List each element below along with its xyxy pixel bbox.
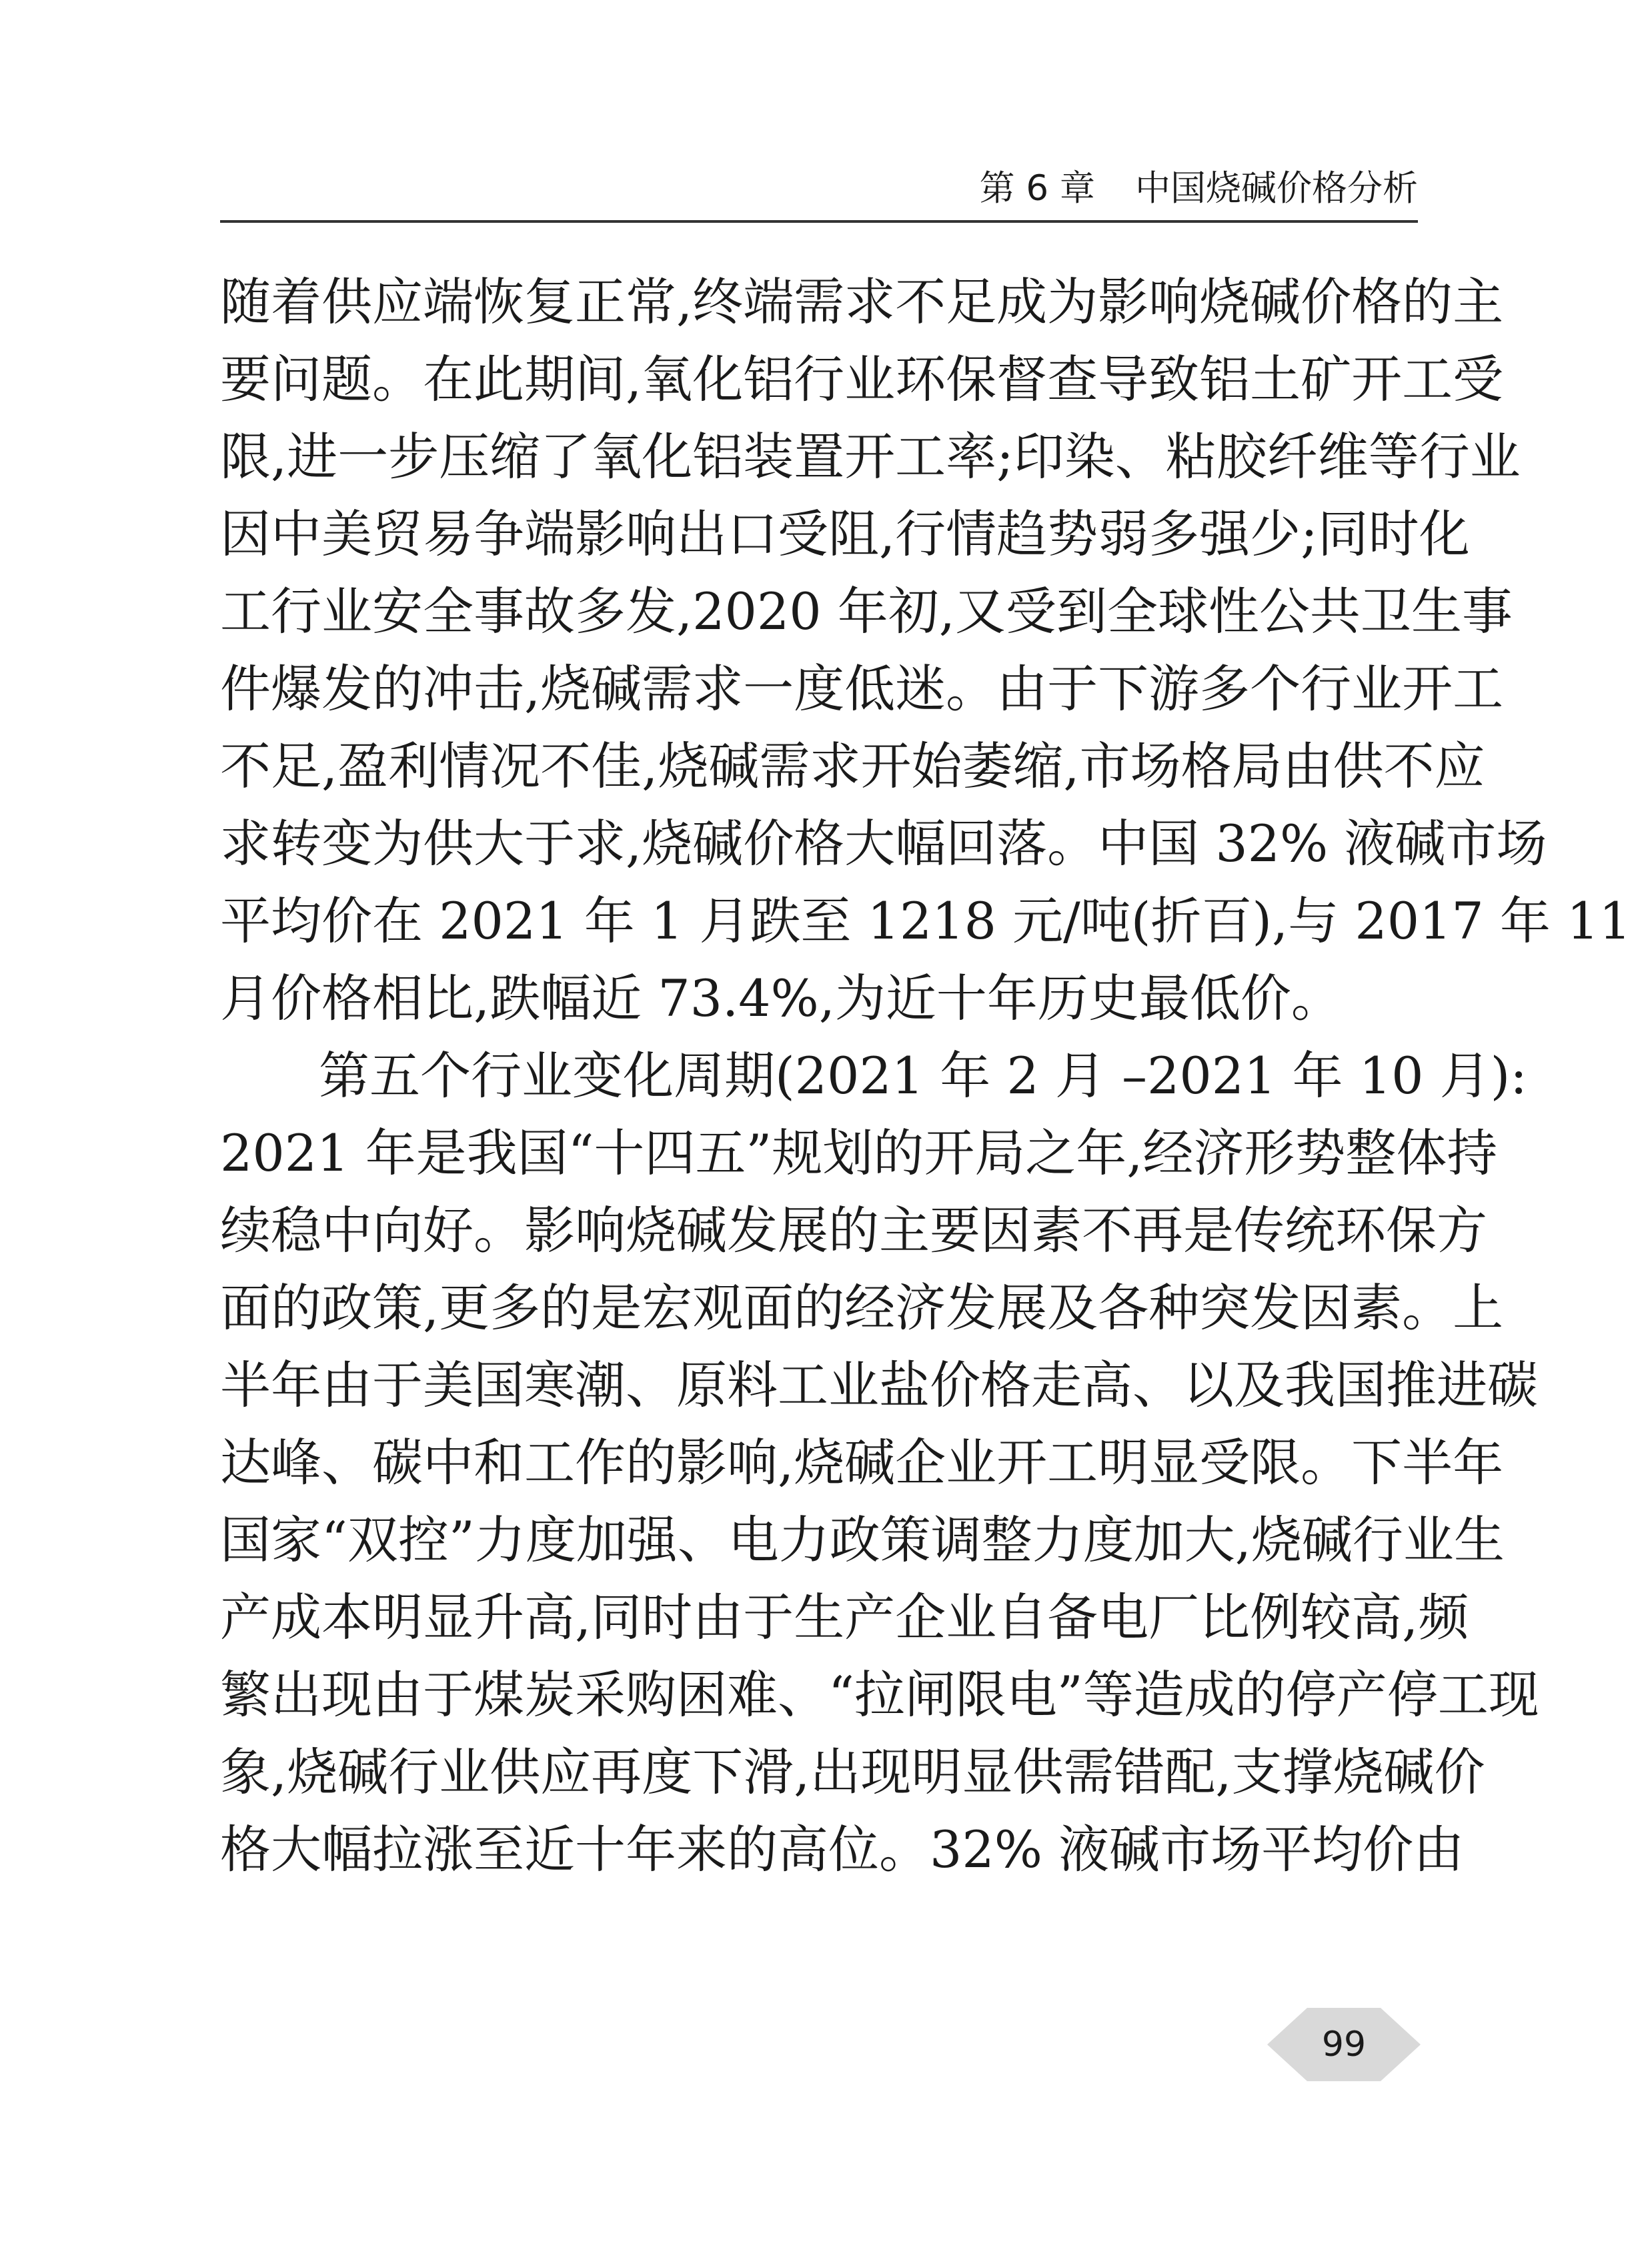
body-text — [220, 263, 1631, 1888]
header-rule — [220, 220, 1418, 223]
text-line: 面的政策,更多的是宏观面的经济发展及各种突发因素。上 — [220, 1278, 1504, 1337]
text-line: 因中美贸易争端影响出口受阻,行情趋势弱多强少;同时化 — [220, 504, 1470, 564]
text-line: 平均价在 2021 年 1 月跌至 1218 元/吨(折百),与 2017 年 11 — [220, 891, 1631, 951]
text-line: 繁出现由于煤炭采购困难、“拉闸限电”等造成的停产停工现 — [220, 1665, 1539, 1724]
page-number-badge — [1267, 2008, 1421, 2081]
page-number: 99 — [1321, 2025, 1367, 2065]
text-line: 限,进一步压缩了氧化铝装置开工率;印染、粘胶纤维等行业 — [220, 427, 1521, 486]
text-line: 求转变为供大于求,烧碱价格大幅回落。中国 32% 液碱市场 — [220, 814, 1547, 873]
text-line: 工行业安全事故多发,2020 年初,又受到全球性公共卫生事 — [220, 582, 1513, 641]
running-header — [220, 165, 1418, 212]
text-line: 国家“双控”力度加强、电力政策调整力度加大,烧碱行业生 — [220, 1510, 1505, 1570]
chapter-number: 第 6 章 — [979, 168, 1095, 209]
chapter-title: 中国烧碱价格分析 — [1135, 168, 1418, 209]
text-line: 随着供应端恢复正常,终端需求不足成为影响烧碱价格的主 — [220, 272, 1504, 332]
text-line: 半年由于美国寒潮、原料工业盐价格走高、以及我国推进碳 — [220, 1355, 1538, 1415]
text-line: 象,烧碱行业供应再度下滑,出现明显供需错配,支撑烧碱价 — [220, 1742, 1485, 1802]
text-line: 续稳中向好。影响烧碱发展的主要因素不再是传统环保方 — [220, 1201, 1487, 1260]
text-line: 格大幅拉涨至近十年来的高位。32% 液碱市场平均价由 — [220, 1820, 1465, 1879]
text-line: 产成本明显升高,同时由于生产企业自备电厂比例较高,频 — [220, 1588, 1469, 1647]
text-line: 2021 年是我国“十四五”规划的开局之年,经济形势整体持 — [220, 1123, 1498, 1183]
text-line: 月价格相比,跌幅近 73.4%,为近十年历史最低价。 — [220, 969, 1342, 1028]
text-line: 件爆发的冲击,烧碱需求一度低迷。由于下游多个行业开工 — [220, 659, 1504, 718]
text-line: 要问题。在此期间,氧化铝行业环保督查导致铝土矿开工受 — [220, 350, 1504, 409]
text-line: 不足,盈利情况不佳,烧碱需求开始萎缩,市场格局由供不应 — [220, 736, 1485, 796]
text-line: 第五个行业变化周期(2021 年 2 月 –2021 年 10 月): — [319, 1046, 1527, 1105]
text-line: 达峰、碳中和工作的影响,烧碱企业开工明显受限。下半年 — [220, 1433, 1504, 1492]
